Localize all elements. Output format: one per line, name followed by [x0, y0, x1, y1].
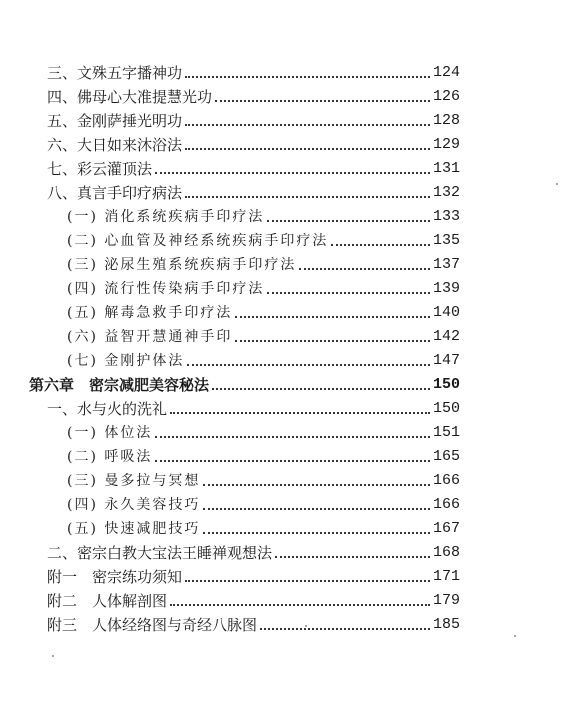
scan-speck — [305, 625, 307, 627]
dot-leader — [267, 220, 430, 222]
toc-subentry — [67, 490, 460, 514]
toc-entry-page: 179 — [432, 592, 460, 609]
toc-subentry — [67, 442, 460, 466]
toc-appendix-entry — [47, 562, 460, 586]
toc-entry-page: 147 — [432, 352, 460, 369]
toc-entry-title: 附二 人体解剖图 — [47, 592, 168, 610]
toc-entry-page: 126 — [432, 88, 460, 105]
toc-entry-title: (二) 呼吸法 — [67, 449, 153, 465]
toc-entry-page: 142 — [432, 328, 460, 345]
toc-entry-page: 129 — [432, 136, 460, 153]
dot-leader — [185, 196, 430, 198]
toc-entry-title: (三) 泌尿生殖系统疾病手印疗法 — [67, 257, 297, 273]
dot-leader — [155, 172, 430, 174]
toc-entry-title: (三) 曼多拉与冥想 — [67, 473, 201, 489]
toc-entry — [47, 394, 460, 418]
toc-entry — [47, 106, 460, 130]
toc-entry-title: (七) 金刚护体法 — [67, 353, 185, 369]
toc-subentry — [67, 298, 460, 322]
toc-entry-page: 150 — [432, 400, 460, 417]
toc-entry-page: 128 — [432, 112, 460, 129]
toc-entry-page: 167 — [432, 520, 460, 537]
toc-entry-title: (五) 解毒急救手印疗法 — [67, 305, 233, 321]
toc-entry-page: 165 — [432, 448, 460, 465]
toc-entry-page: 168 — [432, 544, 460, 561]
toc-entry-title: (四) 永久美容技巧 — [67, 497, 201, 513]
dot-leader — [187, 364, 430, 366]
toc-subentry — [67, 250, 460, 274]
toc-subentry — [67, 418, 460, 442]
toc-entry-page: 139 — [432, 280, 460, 297]
toc-entry-title: (一) 消化系统疾病手印疗法 — [67, 209, 265, 225]
toc-entry-title: 五、金刚萨捶光明功 — [47, 112, 183, 130]
toc-entry-page: 166 — [432, 472, 460, 489]
dot-leader — [235, 340, 430, 342]
dot-leader — [203, 532, 430, 534]
toc-entry-title: (二) 心血管及神经系统疾病手印疗法 — [67, 233, 329, 249]
toc-entry — [47, 538, 460, 562]
toc-entry-title: 六、大日如来沐浴法 — [47, 136, 183, 154]
toc-appendix-entry — [47, 586, 460, 610]
toc-subentry — [67, 466, 460, 490]
toc-entry-title: (一) 体位法 — [67, 425, 153, 441]
dot-leader — [235, 316, 430, 318]
dot-leader — [185, 148, 430, 150]
toc-entry-page: 124 — [432, 64, 460, 81]
toc-entry-page: 171 — [432, 568, 460, 585]
dot-leader — [185, 580, 430, 582]
dot-leader — [155, 436, 430, 438]
toc-entry — [47, 58, 460, 82]
toc-entry-page: 185 — [432, 616, 460, 633]
dot-leader — [170, 412, 430, 414]
scan-speck — [52, 655, 54, 657]
toc-entry-page: 150 — [432, 376, 460, 393]
toc-subentry — [67, 274, 460, 298]
dot-leader — [299, 268, 430, 270]
toc-entry-title: 八、真言手印疗病法 — [47, 184, 183, 202]
toc-entry-page: 131 — [432, 160, 460, 177]
dot-leader — [185, 124, 430, 126]
toc-entry-title: 三、文殊五字播神功 — [47, 64, 183, 82]
dot-leader — [185, 76, 430, 78]
toc-subentry — [67, 226, 460, 250]
toc-entry-title: (五) 快速减肥技巧 — [67, 521, 201, 537]
toc-entry — [47, 82, 460, 106]
toc-subentry — [67, 514, 460, 538]
dot-leader — [212, 388, 430, 390]
toc-entry — [47, 130, 460, 154]
toc-entry — [47, 178, 460, 202]
toc-entry-page: 135 — [432, 232, 460, 249]
toc-entry-title: 附三 人体经络图与奇经八脉图 — [47, 616, 258, 634]
toc-entry-title: 四、佛母心大准提慧光功 — [47, 88, 213, 106]
toc-entry-page: 166 — [432, 496, 460, 513]
toc-entry-title: (六) 益智开慧通神手印 — [67, 329, 233, 345]
toc-entry-title: 七、彩云灌顶法 — [47, 160, 153, 178]
dot-leader — [331, 244, 430, 246]
toc-subentry — [67, 202, 460, 226]
toc-entry-page: 132 — [432, 184, 460, 201]
toc-entry-page: 137 — [432, 256, 460, 273]
toc-subentry — [67, 322, 460, 346]
toc-entry-page: 140 — [432, 304, 460, 321]
dot-leader — [203, 484, 430, 486]
scan-speck — [514, 635, 516, 637]
toc-entry-page: 133 — [432, 208, 460, 225]
dot-leader — [155, 460, 430, 462]
dot-leader — [260, 628, 430, 630]
toc-appendix-entry — [47, 610, 460, 634]
toc-entry-page: 151 — [432, 424, 460, 441]
dot-leader — [267, 292, 430, 294]
dot-leader — [170, 604, 430, 606]
toc-entry-title: (四) 流行性传染病手印疗法 — [67, 281, 265, 297]
toc-chapter-heading — [29, 370, 460, 394]
toc-entry-title: 附一 密宗练功须知 — [47, 568, 183, 586]
toc-entry-title: 第六章 密宗减肥美容秘法 — [29, 376, 210, 394]
toc-entry-title: 一、水与火的洗礼 — [47, 400, 168, 418]
dot-leader — [275, 556, 430, 558]
toc-entry — [47, 154, 460, 178]
toc-entry-title: 二、密宗白教大宝法王睡禅观想法 — [47, 544, 273, 562]
toc-subentry — [67, 346, 460, 370]
dot-leader — [203, 508, 430, 510]
dot-leader — [215, 100, 430, 102]
scan-speck — [556, 183, 558, 185]
